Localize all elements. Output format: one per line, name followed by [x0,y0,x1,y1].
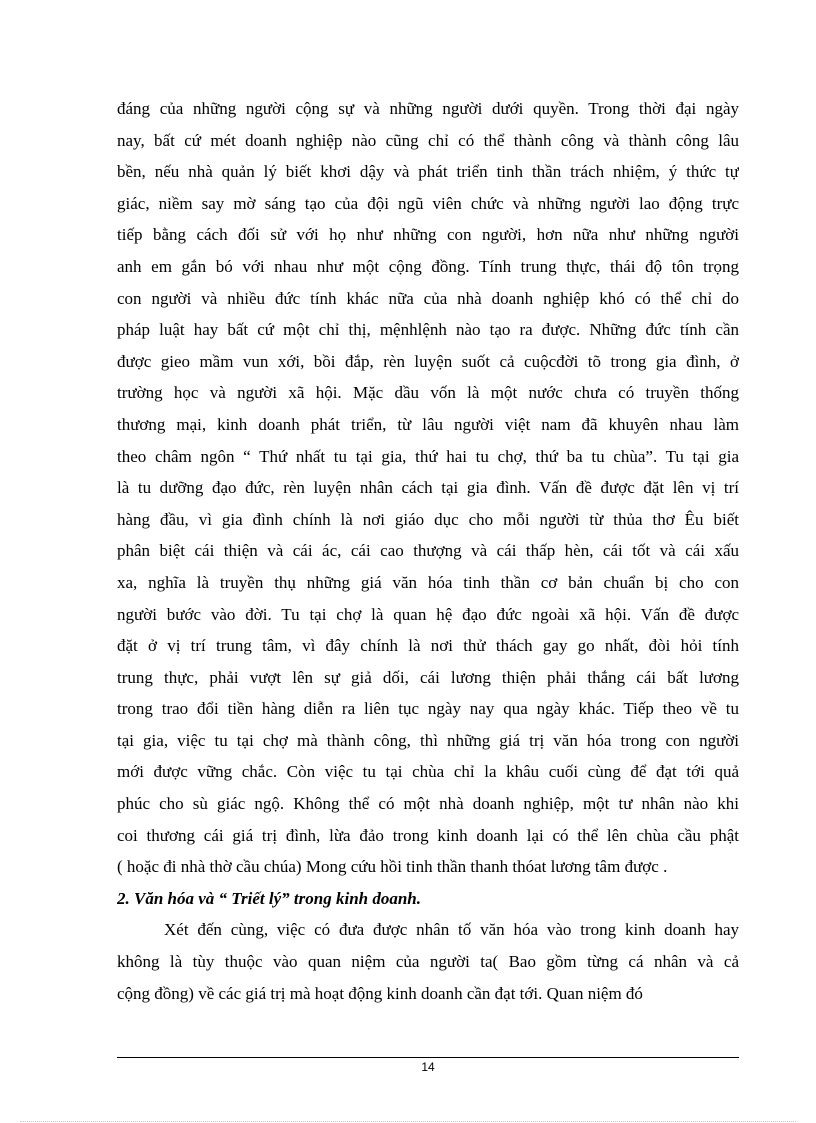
body-line: người bước vào đời. Tu tại chợ là quan hệ đạo đức ngoài xã hội. Vấn đề được [117,604,739,624]
body-line: tại gia, việc tu tại chợ mà thành công, thì những giá trị văn hóa trong con người [117,730,739,750]
body-line: xa, nghĩa là truyền thụ những giá văn hóa tinh thần cơ bản chuẩn bị cho con [117,572,739,592]
body-line: giác, niềm say mờ sáng tạo của đội ngũ viên chức và những người lao động trực [117,193,739,213]
body-line: pháp luật hay bất cứ một chỉ thị, mệnhlệnh nào tạo ra được. Những đức tính cần [117,320,739,340]
body-line: là tu dưỡng đạo đức, rèn luyện nhân cách tại gia đình. Vấn đề được đặt lên vị trí [117,478,739,498]
body-line: trường học và người xã hội. Mặc dầu vốn là một nước chưa có truyền thống [117,383,739,403]
footer-rule [117,1057,739,1058]
body-line: phân biệt cái thiện và cái ác, cái cao thượng và cái thấp hèn, cái tốt và cái xấu [117,541,739,561]
body-line: trong trao đổi tiền hàng diễn ra liên tục ngày nay qua ngày khác. Tiếp theo về tu [117,699,739,719]
body-line: coi thương cái giá trị đình, lừa đảo trong kinh doanh lại có thể lên chùa cầu phật [117,825,739,845]
section-heading: 2. Văn hóa và “ Triết lý” trong kinh doanh. [117,888,422,908]
body-line: nay, bất cứ mét doanh nghiệp nào cũng chỉ có thể thành công và thành công lâu [117,130,739,150]
section-paragraph-line: Xét đến cùng, việc có đưa được nhân tố văn hóa vào trong kinh doanh hay [164,920,739,940]
body-line: trung thực, phải vượt lên sự giả dối, cái lương thiện phải thắng cái bất lương [117,667,739,687]
section-paragraph-line-last: cộng đồng) về các giá trị mà hoạt động kinh doanh cần đạt tới. Quan niệm đó [117,983,643,1003]
body-line: hàng đầu, vì gia đình chính là nơi giáo dục cho mỗi người từ thủa thơ Êu biết [117,509,739,529]
body-line: được gieo mầm vun xới, bồi đắp, rèn luyện suốt cả cuộcđời tõ trong gia đình, ở [117,351,739,371]
body-line: bền, nếu nhà quản lý biết khơi dậy và phát triển tinh thần trách nhiệm, ý thức tự [117,162,739,182]
body-line: mới được vững chắc. Còn việc tu tại chùa chỉ la khâu cuối cùng để đạt tới quả [117,762,739,782]
body-line: phúc cho sù giác ngộ. Không thể có một nhà doanh nghiệp, một tư nhân nào khi [117,794,739,814]
body-line: anh em gắn bó với nhau như một cộng đồng. Tính trung thực, thái độ tôn trọng [117,256,739,276]
body-line: đáng của những người cộng sự và những người dưới quyền. Trong thời đại ngày [117,99,739,118]
body-line: theo châm ngôn “ Thứ nhất tu tại gia, thứ hai tu chợ, thứ ba tu chùa”. Tu tại gia [117,446,739,466]
body-line: thương mại, kinh doanh phát triển, từ lâu người việt nam đã khuyên nhau làm [117,414,739,434]
page-edge-dotted-line [20,1121,796,1122]
page-number: 14 [421,1060,435,1074]
body-line-last: ( hoặc đi nhà thờ cầu chúa) Mong cứu hồi tinh thần thanh thóat lương tâm được . [117,857,668,877]
body-line: tiếp bằng cách đối sử với họ như những con người, hơn nữa như những người [117,225,739,245]
body-line: đặt ở vị trí trung tâm, vì đây chính là nơi thử thách gay go nhất, đòi hỏi tính [117,636,739,656]
section-paragraph-line: không là tùy thuộc vào quan niệm của người ta( Bao gồm từng cá nhân và cả [117,952,739,972]
document-body [117,93,739,1009]
body-line: con người và nhiều đức tính khác nữa của nhà doanh nghiệp khó có thể chỉ do [117,288,739,308]
